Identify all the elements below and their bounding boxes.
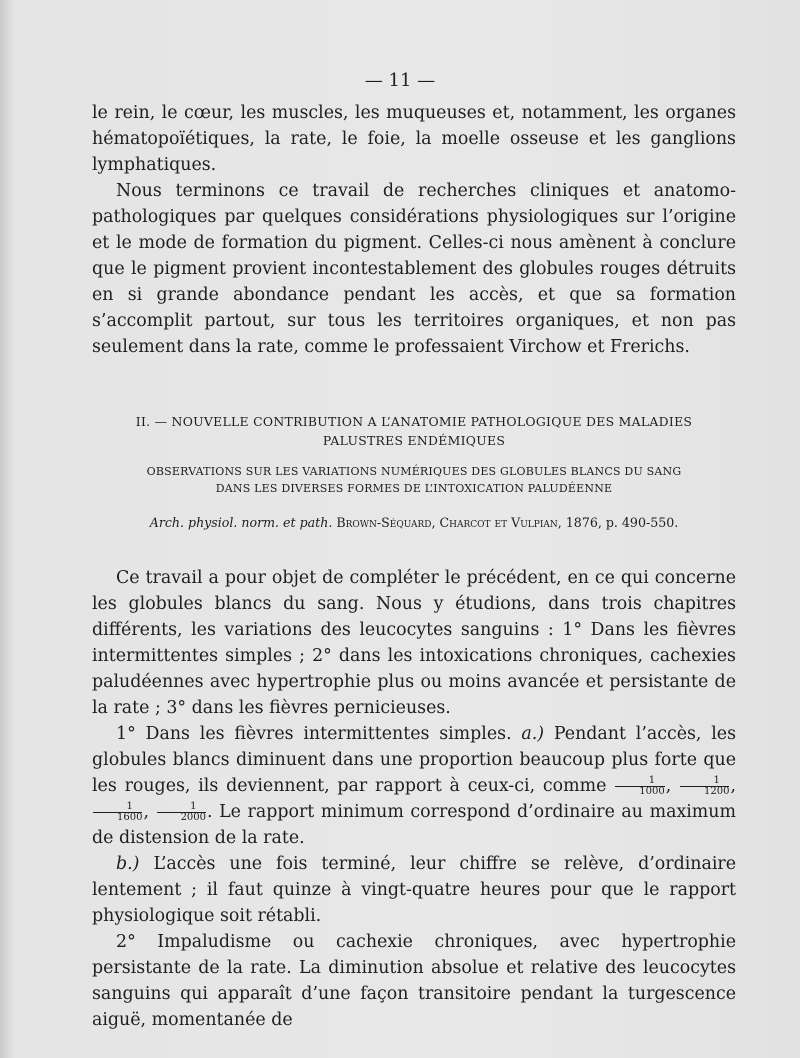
section-heading-line-1: II. — NOUVELLE CONTRIBUTION A L’ANATOMIE PATHOLOGIQUE DES MALADIES (135, 414, 693, 429)
main-text-block (92, 565, 736, 1033)
fraction-4 (157, 802, 206, 823)
fraction-3 (93, 802, 142, 823)
body-paragraph-3-text: L’accès une fois terminé, leur chiffre se relève, d’ordinaire lentement ; il faut quinze à vingt-quatre heures pour que le rapport physiologique soit rétabli. (92, 854, 737, 926)
body-paragraph-3 (92, 851, 736, 929)
fraction-2 (680, 776, 729, 797)
body-paragraph-1: Ce travail a pour objet de compléter le précédent, en ce qui concerne les globules blancs du sang. Nous y étudions, dans trois chapitres différents, les variations des leucocytes sanguins : 1° Dans les fièvres intermittentes simples ; 2° dans les intoxications chroniques, cachexies paludéennes avec hypertrophie plus ou moins avancée et persistante de la rate ; 3° dans les fièvres pernicieuses. (92, 568, 736, 718)
fraction-1 (615, 776, 664, 797)
body-paragraph-2-text: Pendant l’accès, les globules blancs diminuent dans une proportion beaucoup plus forte que les rouges, ils deviennent, par rapport à ceux-ci, comme (92, 724, 736, 796)
fraction-denominator: 1600 (117, 812, 143, 823)
section-subheading (92, 463, 736, 497)
section-subheading-line-1: OBSERVATIONS SUR LES VARIATIONS NUMÉRIQUES DES GLOBULES BLANCS DU SANG (146, 465, 682, 478)
section-subheading-line-2: DANS LES DIVERSES FORMES DE L’INTOXICATION PALUDÉENNE (215, 482, 613, 495)
body-paragraph-3-label-b: b.) (116, 854, 140, 874)
body-paragraph-4: 2° Impaludisme ou cachexie chroniques, avec hypertrophie persistante de la rate. La diminution absolue et relative des leucocytes sanguins qui apparaît d’une façon transitoire pendant la turgescence aiguë, momentanée de (92, 932, 736, 1030)
fraction-numerator: 1 (680, 776, 729, 787)
body-paragraph-2: 1° Dans les fièvres intermittentes simples. a.) Pendant l’accès, les globules blancs diminuent dans une proportion beaucoup plus forte que les rouges, ils deviennent, par rapport à ceux-ci, comme $\frac{1}{1000}$ , $\frac{1}{1200}$ , $\frac{1}{1600}$ , $\frac{1}{2000}$ . Le rapport minimum correspond d’ordinaire au maximum de distension de la rate. (92, 724, 736, 848)
citation-year-pages: 1876, p. 490-550. (565, 515, 679, 530)
intro-paragraph-1: le rein, le cœur, les muscles, les muqueuses et, notamment, les organes hématopoïétiques, la rate, le foie, la moelle osseuse et les ganglions lymphatiques. (92, 103, 736, 175)
body-paragraph-2-label-a: a.) (521, 724, 545, 744)
citation-journal: Arch. physiol. norm. et path. (149, 515, 333, 530)
citation (92, 515, 736, 530)
fraction-numerator: 1 (615, 776, 664, 787)
fraction-denominator: 1000 (639, 786, 665, 797)
section-heading-line-2: PALUSTRES ENDÉMIQUES (322, 433, 506, 448)
page-number: — 11 — (364, 70, 436, 91)
body-paragraph-2-tail: Le rapport minimum correspond d’ordinaire au maximum de distension de la rate. (92, 802, 736, 848)
fraction-numerator: 1 (157, 802, 206, 813)
intro-paragraph-2: Nous terminons ce travail de recherches cliniques et anatomo-pathologiques par quelques considérations physiologiques sur l’origine et le mode de formation du pigment. Celles-ci nous amènent à conclure que le pigment provient incontestablement des globules rouges détruits en si grande abondance pendant les accès, et que sa formation s’accomplit partout, sur tous les territoires organiques, et non pas seulement dans la rate, comme le professaient Virchow et Frerichs. (92, 181, 736, 357)
intro-text-block (92, 100, 736, 360)
fraction-denominator: 2000 (180, 812, 207, 823)
fraction-numerator: 1 (93, 802, 142, 813)
citation-authors: Brown-Séquard, Charcot et Vulpian, (336, 515, 562, 530)
section-heading (92, 412, 736, 450)
fraction-denominator: 1200 (704, 786, 730, 797)
body-paragraph-2-lead: 1° Dans les fièvres intermittentes simples. (116, 724, 512, 744)
